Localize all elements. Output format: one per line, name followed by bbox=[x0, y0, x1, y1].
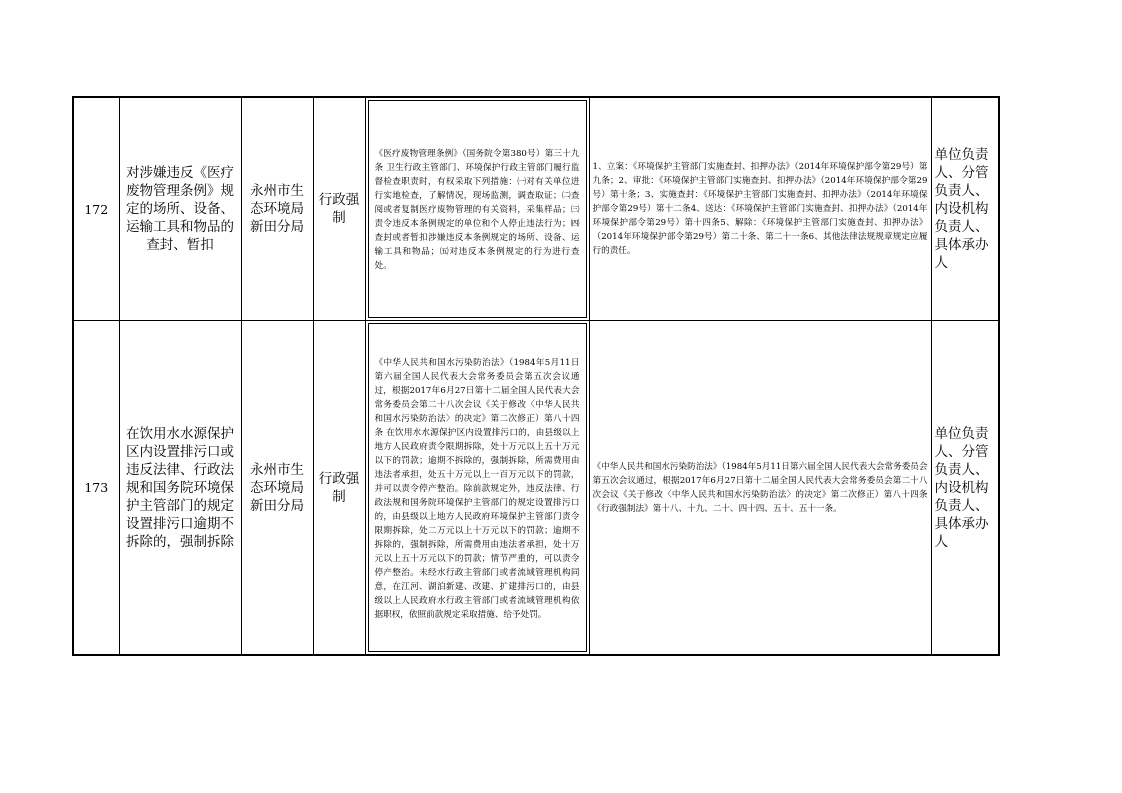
legal-basis bbox=[368, 100, 587, 318]
procedure-responsibility: 《中华人民共和国水污染防治法》（1984年5月11日第六届全国人民代表大会常务委员会第五次会议通过，根据2017年6月27日第十二届全国人民代表大会常务委员会第二十八次会议《关于修改〈中华人民共和国水污染防治法〉的决定》第二次修正）第八十四条 《行政强制法》第十八、十九、二十、四十四、五十、五十一条。 bbox=[589, 321, 931, 656]
legal-basis-cell bbox=[365, 97, 589, 321]
item-number: 173 bbox=[73, 321, 119, 656]
power-type: 行政强制 bbox=[313, 321, 365, 656]
procedure-responsibility: 1、立案：《环境保护主管部门实施查封、扣押办法》（2014年环境保护部令第29号）第九条；2、审批：《环境保护主管部门实施查封、扣押办法》（2014年环境保护部令第29号）第十条；3、实施查封：《环境保护主管部门实施查封、扣押办法》（2014年环境保护部令第29号）第十二条4、送达：《环境保护主管部门实施查封、扣押办法》（2014年环境保护部令第29号）第十四条5、解除：《环境保护主管部门实施查封、扣押办法》（2014年环境保护部令第29号）第二十条、第二十一条6、其他法律法规规章规定应履行的责任。 bbox=[589, 97, 931, 321]
responsible-persons: 单位负责人、分管负责人、内设机构负责人、具体承办人 bbox=[931, 321, 999, 656]
item-name: 对涉嫌违反《医疗废物管理条例》规定的场所、设备、运输工具和物品的查封、暂扣 bbox=[119, 97, 241, 321]
responsible-persons: 单位负责人、分管负责人、内设机构负责人、具体承办人 bbox=[931, 97, 999, 321]
item-name: 在饮用水水源保护区内设置排污口或违反法律、行政法规和国务院环境保护主管部门的规定设置排污口逾期不拆除的，强制拆除 bbox=[119, 321, 241, 656]
implementing-department: 永州市生态环境局新田分局 bbox=[241, 97, 313, 321]
implementing-department: 永州市生态环境局新田分局 bbox=[241, 321, 313, 656]
item-number: 172 bbox=[73, 97, 119, 321]
power-type: 行政强制 bbox=[313, 97, 365, 321]
legal-basis bbox=[368, 323, 587, 652]
legal-basis-text: 《中华人民共和国水污染防治法》（1984年5月11日第六届全国人民代表大会常务委员会第五次会议通过，根据2017年6月27日第十二届全国人民代表大会常务委员会第二十八次会议《关于修改〈中华人民共和国水污染防治法〉的决定》第二次修正）第八十四条 在饮用水水源保护区内设置排污口的，由县级以上地方人民政府责令限期拆除，处十万元以上五十万元以下的罚款；逾期不拆除的，强制拆除，所需费用由违法者承担，处五十万元以上一百万元以下的罚款，并可以责令停产整治。除前款规定外，违反法律、行政法规和国务院环境保护主管部门的规定设置排污口的，由县级以上地方人民政府环境保护主管部门责令限期拆除，处二万元以上十万元以下的罚款；逾期不拆除的，强制拆除，所需费用由违法者承担，处十万元以上五十万元以下的罚款；情节严重的，可以责令停产整治。未经水行政主管部门或者流域管理机构同意，在江河、湖泊新建、改建、扩建排污口的，由县级以上人民政府水行政主管部门或者流域管理机构依据职权，依照前款规定采取措施、给予处罚。 bbox=[374, 357, 580, 620]
enforcement-table bbox=[72, 96, 1000, 656]
legal-basis-cell bbox=[365, 321, 589, 656]
table-row bbox=[73, 321, 999, 656]
legal-basis-text: 《医疗废物管理条例》（国务院令第380号）第三十九条 卫生行政主管部门、环境保护行政主管部门履行监督检查职责时，有权采取下列措施：㈠对有关单位进行实地检查，了解情况，现场监测，调查取证；㈡查阅或者复制医疗废物管理的有关资料，采集样品；㈢责令违反本条例规定的单位和个人停止违法行为；㈣查封或者暂扣涉嫌违反本条例规定的场所、设备、运输工具和物品；㈤对违反本条例规定的行为进行查处。 bbox=[374, 149, 580, 271]
table-row bbox=[73, 97, 999, 321]
